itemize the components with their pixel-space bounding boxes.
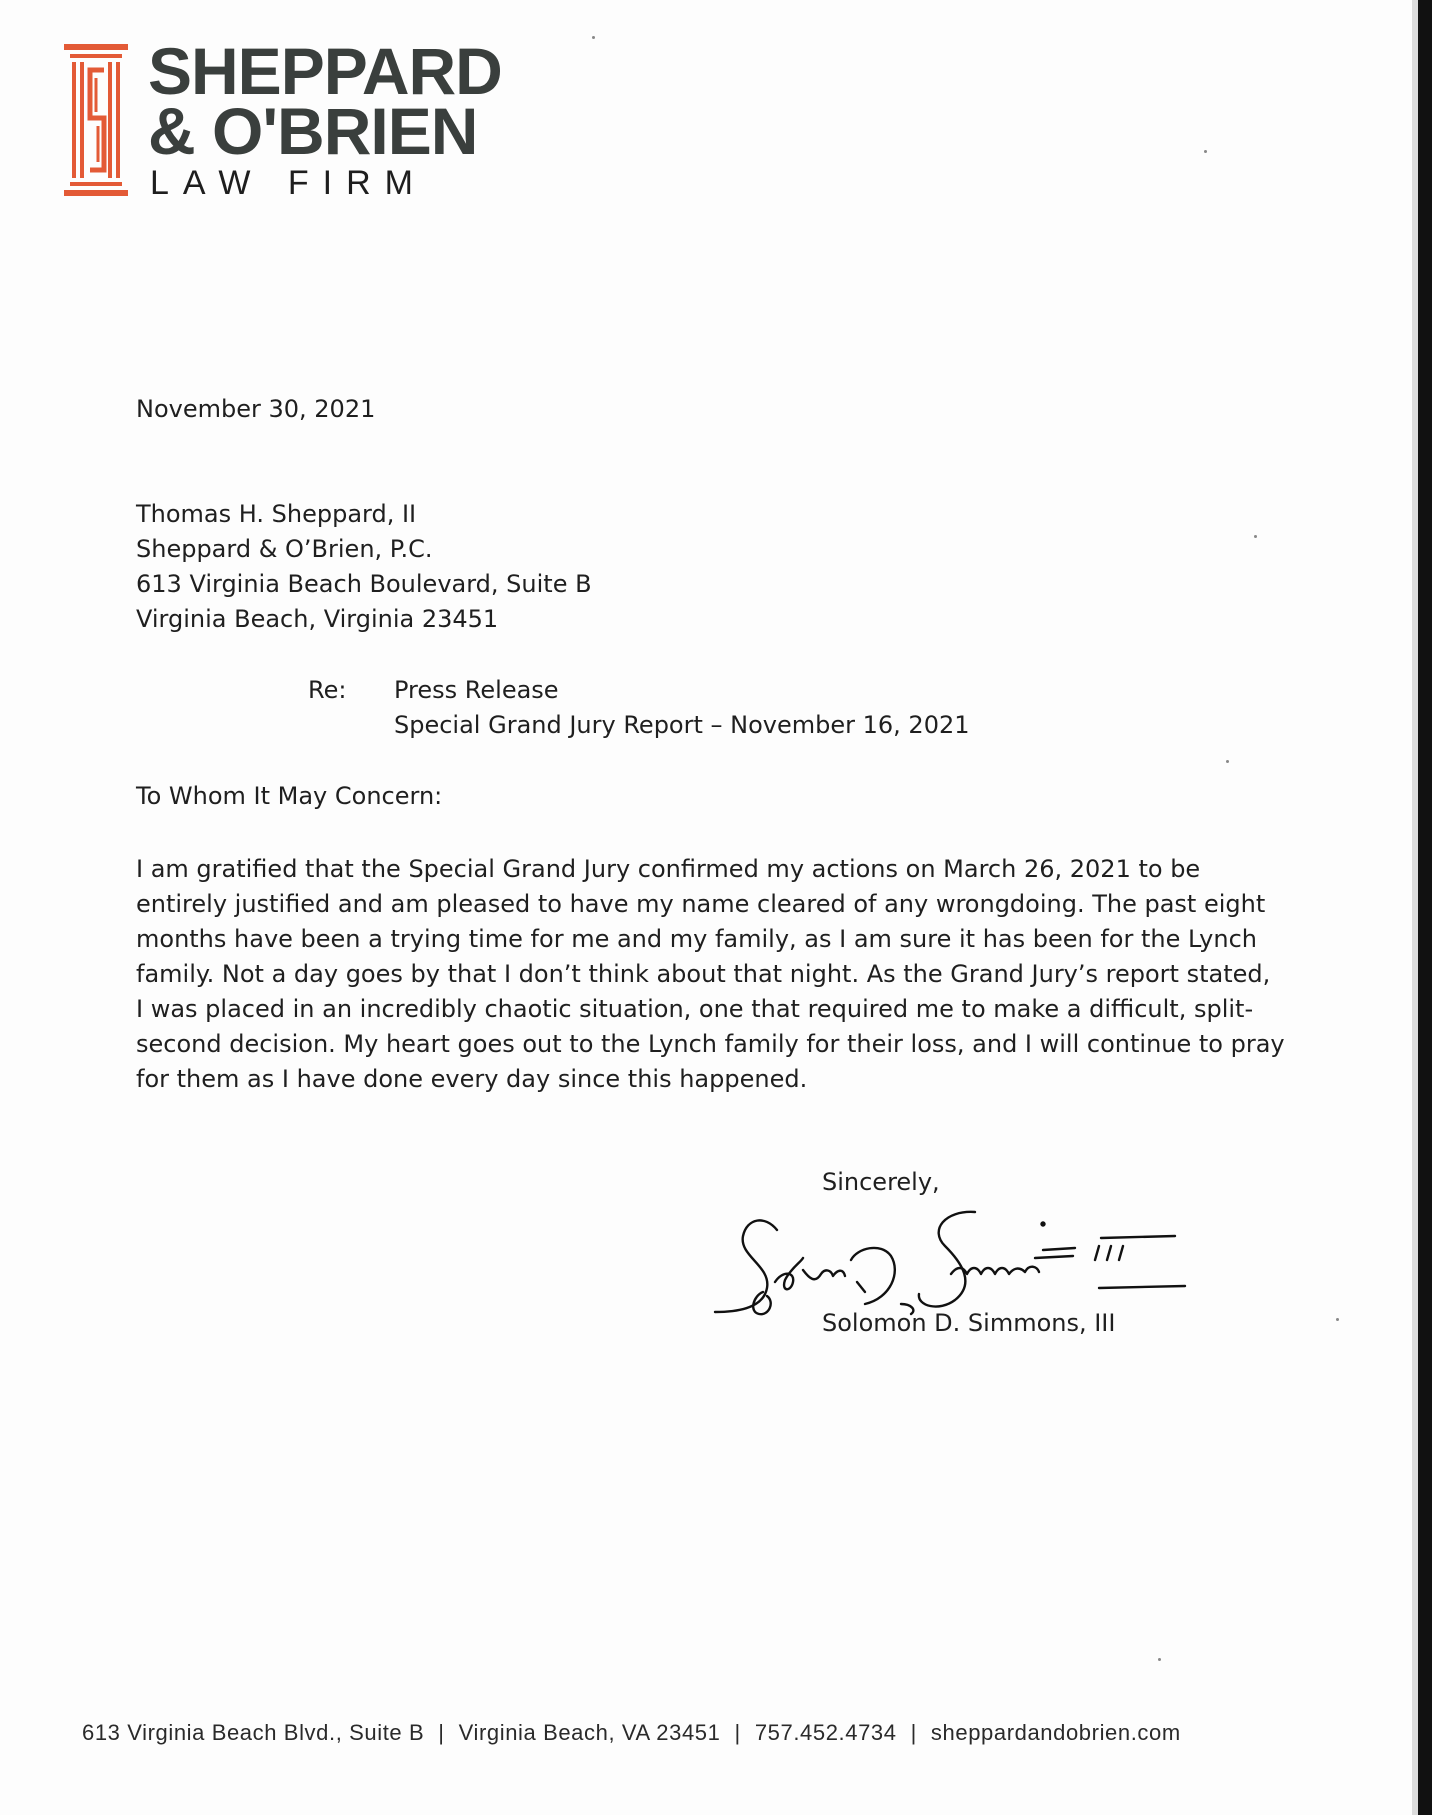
firm-name-line2: & O'BRIEN [148, 94, 478, 168]
scan-speck [1254, 535, 1257, 538]
closing: Sincerely, [822, 1168, 940, 1196]
footer-city: Virginia Beach, VA 23451 [458, 1720, 721, 1745]
letterhead-footer [82, 1722, 1181, 1744]
handwritten-signature [705, 1200, 1195, 1325]
scan-speck [1336, 1318, 1339, 1321]
re-subject-line2: Special Grand Jury Report – November 16, 2021 [394, 711, 970, 739]
scan-speck [1158, 1658, 1161, 1661]
footer-address: 613 Virginia Beach Blvd., Suite B [82, 1720, 425, 1745]
body-line: second decision. My heart goes out to the Lynch family for their loss, and I will continue to pray [136, 1030, 1285, 1058]
footer-separator: | [910, 1720, 917, 1745]
body-line: months have been a trying time for me and my family, as I am sure it has been for the Lynch [136, 925, 1257, 953]
body-paragraph [136, 852, 1285, 1097]
letter-date: November 30, 2021 [136, 395, 376, 423]
salutation: To Whom It May Concern: [136, 782, 443, 810]
scan-speck [1226, 760, 1229, 763]
body-line: family. Not a day goes by that I don’t think about that night. As the Grand Jury’s report stated, [136, 960, 1271, 988]
firm-name-line1: SHEPPARD [148, 34, 502, 108]
recipient-firm: Sheppard & O’Brien, P.C. [136, 535, 433, 563]
firm-logo-icon [60, 42, 132, 198]
recipient-street: 613 Virginia Beach Boulevard, Suite B [136, 570, 592, 598]
re-subject-line1: Press Release [394, 676, 559, 704]
body-line: for them as I have done every day since this happened. [136, 1065, 808, 1093]
scan-edge [1418, 0, 1432, 1815]
footer-website: sheppardandobrien.com [930, 1720, 1181, 1745]
scan-speck [1204, 150, 1207, 153]
recipient-city: Virginia Beach, Virginia 23451 [136, 605, 499, 633]
footer-phone: 757.452.4734 [754, 1720, 897, 1745]
footer-separator: | [734, 1720, 741, 1745]
body-line: I am gratified that the Special Grand Jury confirmed my actions on March 26, 2021 to be [136, 855, 1201, 883]
body-line: I was placed in an incredibly chaotic situation, one that required me to make a difficult, split- [136, 995, 1254, 1023]
re-label: Re: [308, 676, 347, 704]
scan-speck [592, 36, 595, 39]
signer-name: Solomon D. Simmons, III [822, 1309, 1116, 1337]
body-line: entirely justified and am pleased to have my name cleared of any wrongdoing. The past eight [136, 890, 1266, 918]
firm-name-line3: LAW FIRM [150, 164, 427, 202]
recipient-name: Thomas H. Sheppard, II [136, 500, 417, 528]
footer-separator: | [438, 1720, 445, 1745]
